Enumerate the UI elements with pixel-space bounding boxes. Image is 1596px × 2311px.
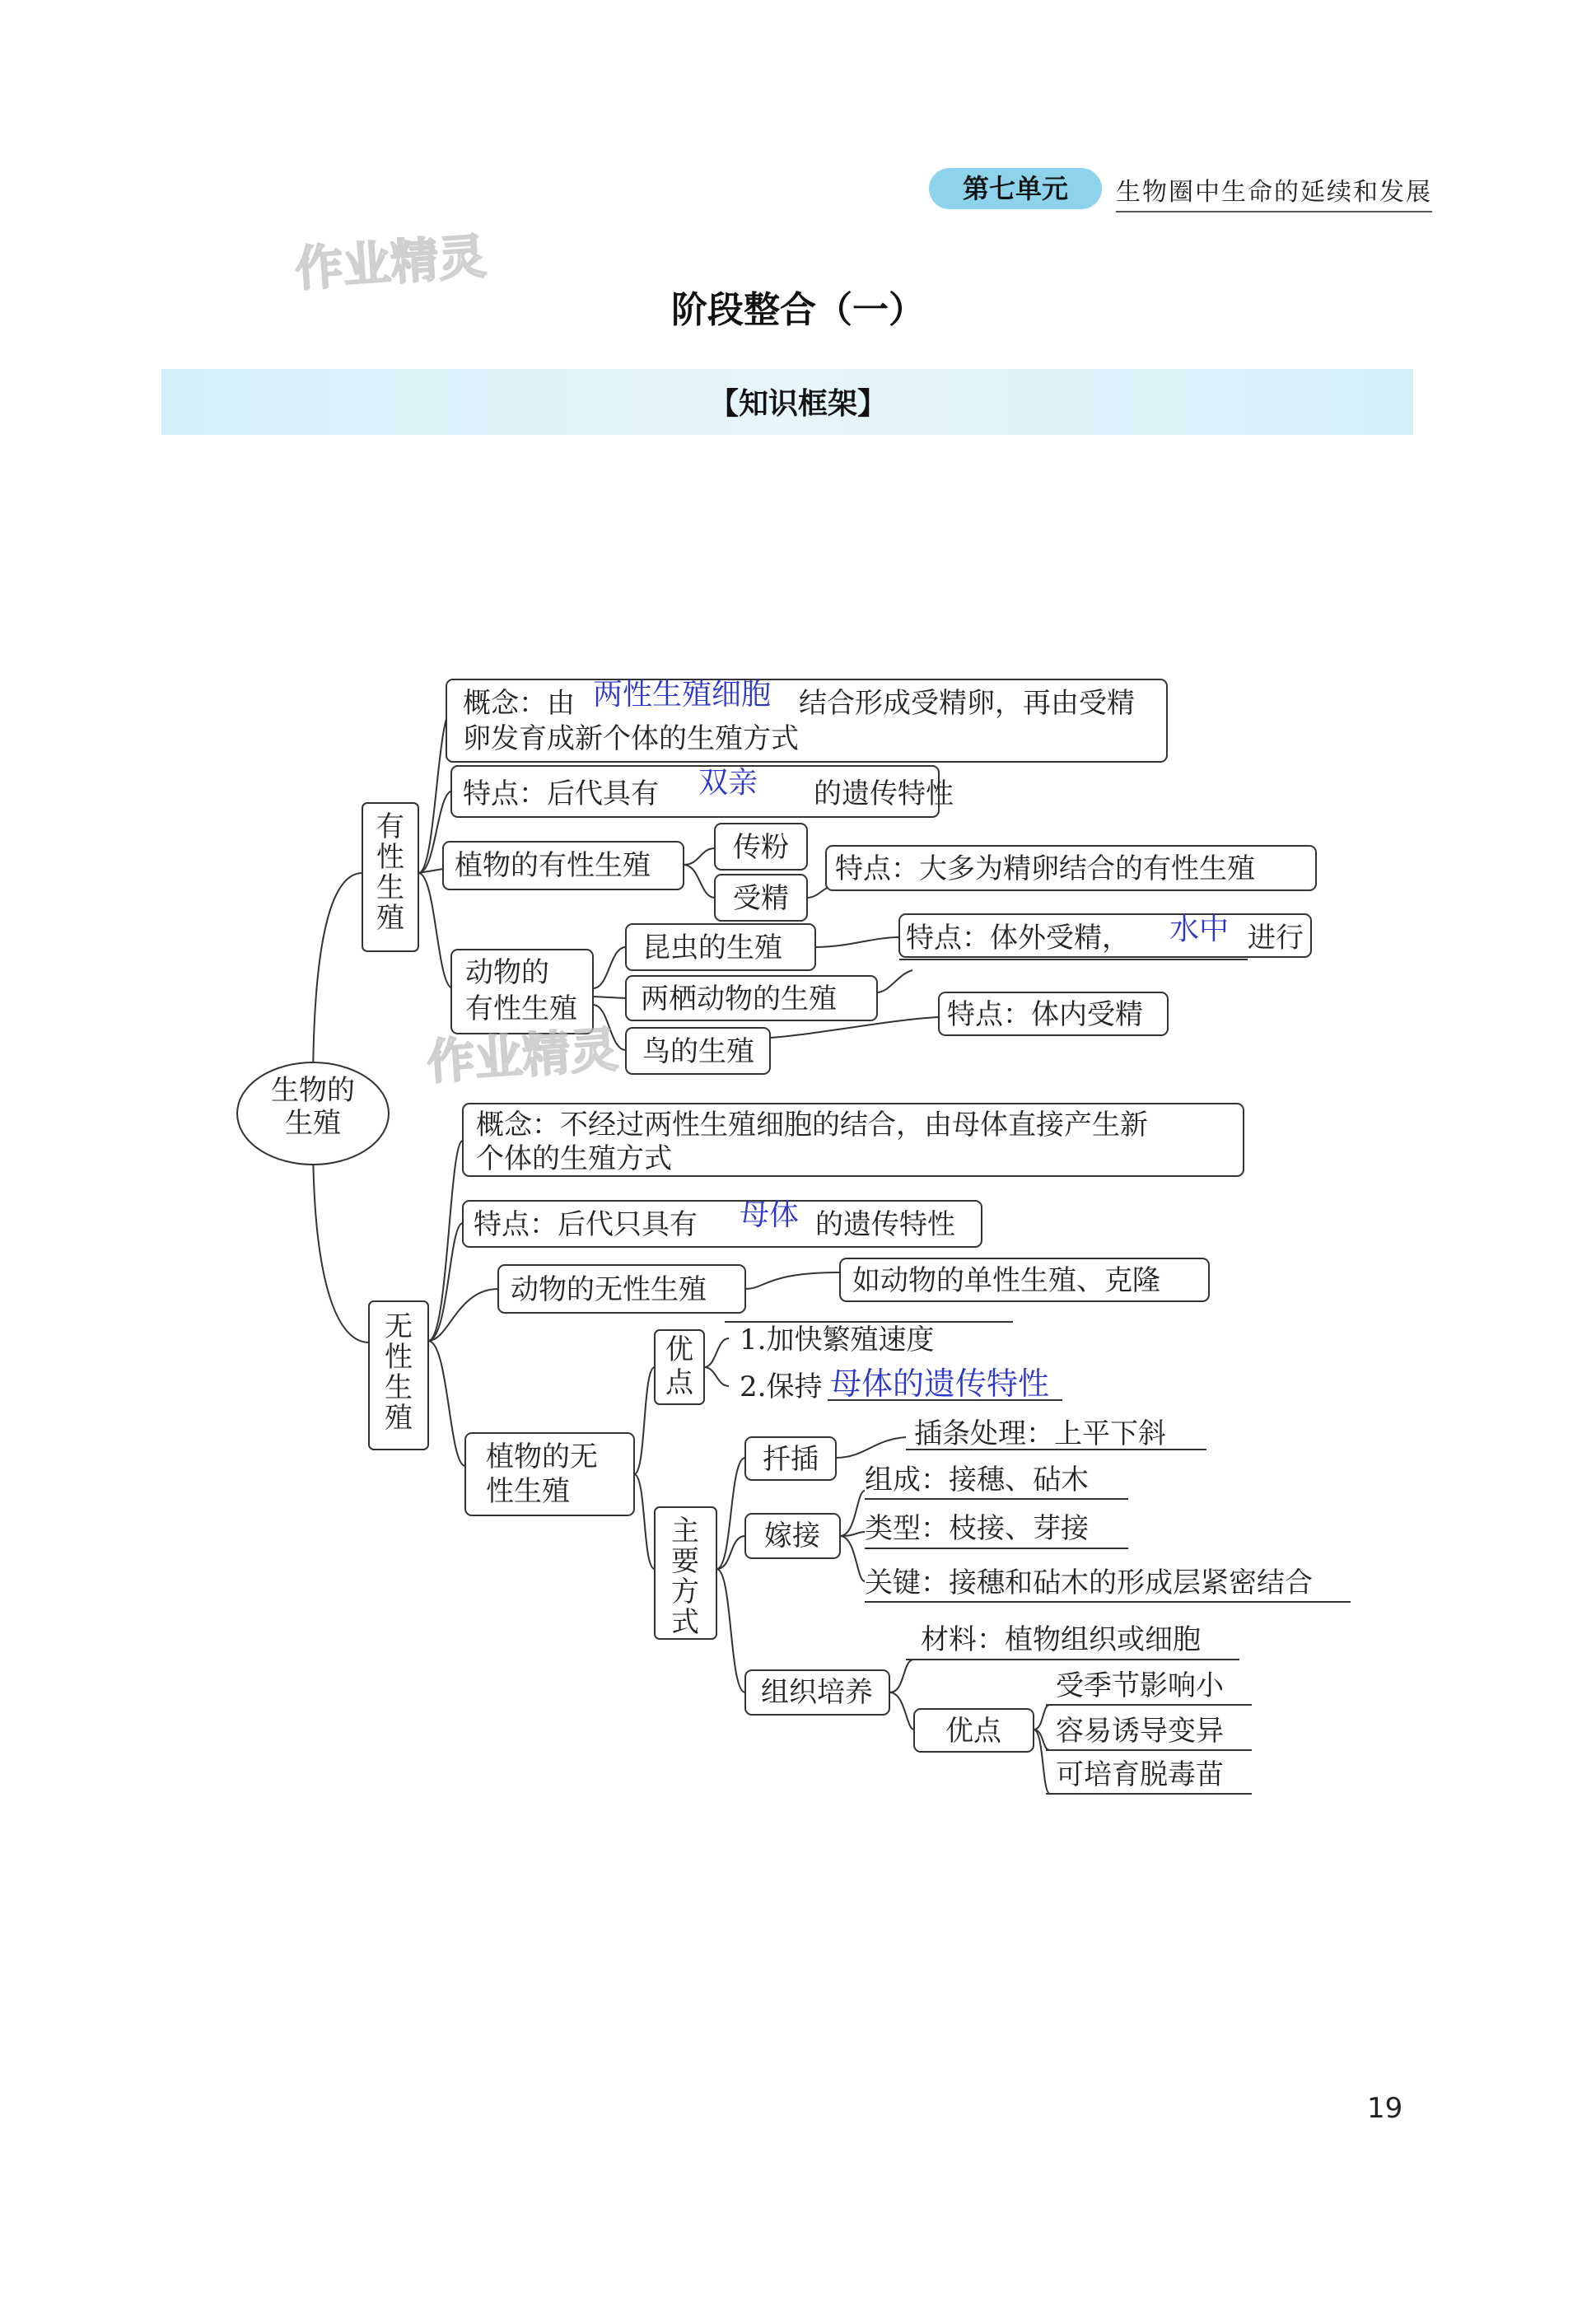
fertilization-label: 受精 — [733, 882, 789, 915]
main-methods-label-3: 方 — [671, 1576, 699, 1608]
page-number: 19 — [1367, 2092, 1403, 2125]
connector-root-sexual — [313, 873, 362, 1091]
unit-title: 生物圈中生命的延续和发展 — [1116, 171, 1432, 212]
animal-sexual-label-2: 有性生殖 — [465, 992, 577, 1025]
sexual-concept-line2: 卵发育成新个体的生殖方式 — [463, 722, 799, 755]
cutting-note: 插条处理：上平下斜 — [914, 1417, 1166, 1450]
tissue-advantage-3: 可培育脱毒苗 — [1056, 1758, 1224, 1791]
animal-asexual-label: 动物的无性生殖 — [511, 1273, 707, 1306]
animal-asexual-note: 如动物的单性生殖、克隆 — [852, 1264, 1160, 1297]
grafting-note-2: 类型：枝接、芽接 — [865, 1512, 1089, 1545]
answer-water: 水中 — [1169, 913, 1230, 946]
plant-asexual-label-2: 性生殖 — [486, 1475, 570, 1508]
watermark-middle: 作业精灵 — [425, 1020, 620, 1090]
asexual-label-2: 性 — [385, 1341, 413, 1374]
grafting-note-3: 关键：接穗和砧木的形成层紧密结合 — [865, 1566, 1313, 1599]
advantages-label-2: 点 — [665, 1366, 693, 1399]
grafting-note-1: 组成：接穗、砧木 — [865, 1464, 1089, 1496]
pollination-label: 传粉 — [733, 831, 789, 864]
bird-label: 鸟的生殖 — [642, 1035, 754, 1068]
watermark-top: 作业精灵 — [293, 227, 488, 297]
grafting-label: 嫁接 — [764, 1520, 820, 1552]
sexual-label-1: 有 — [376, 810, 404, 843]
answer-parent-traits: 母体的遗传特性 — [830, 1366, 1050, 1402]
sexual-label-4: 殖 — [376, 902, 404, 935]
amphibian-note-suffix: 进行 — [1248, 922, 1304, 955]
bird-note: 特点：体内受精 — [947, 998, 1143, 1031]
main-methods-label-1: 主 — [671, 1515, 699, 1548]
tissue-advantage-1: 受季节影响小 — [1056, 1669, 1224, 1702]
asexual-concept-line1: 概念：不经过两性生殖细胞的结合，由母体直接产生新 — [476, 1109, 1148, 1141]
page-title: 阶段整合（一） — [671, 289, 925, 331]
sexual-feature-prefix: 特点：后代具有 — [463, 777, 659, 810]
asexual-feature-suffix: 的遗传特性 — [815, 1208, 955, 1241]
plant-sexual-note: 特点：大多为精卵结合的有性生殖 — [835, 852, 1255, 885]
tissue-culture-label: 组织培养 — [761, 1676, 873, 1709]
root-label-2: 生殖 — [285, 1107, 341, 1140]
insect-label: 昆虫的生殖 — [642, 931, 782, 964]
asexual-label-3: 生 — [385, 1371, 413, 1404]
answer-parent: 母体 — [740, 1198, 800, 1232]
amphibian-note-prefix: 特点：体外受精， — [906, 922, 1130, 955]
answer-gametes: 两性生殖细胞 — [593, 678, 772, 712]
root-label-1: 生物的 — [271, 1074, 355, 1107]
sexual-label-3: 生 — [376, 871, 404, 904]
plant-sexual-label: 植物的有性生殖 — [455, 849, 651, 882]
animal-sexual-label-1: 动物的 — [465, 956, 549, 989]
answer-both-parents: 双亲 — [698, 766, 758, 800]
main-methods-label-4: 式 — [671, 1606, 699, 1639]
sexual-concept-suffix: 结合形成受精卵，再由受精 — [799, 687, 1135, 720]
sexual-feature-suffix: 的遗传特性 — [814, 777, 954, 810]
sexual-concept-prefix: 概念：由 — [463, 687, 575, 720]
tissue-culture-material: 材料：植物组织或细胞 — [921, 1623, 1201, 1656]
advantage-item-2-prefix: 2.保持 — [740, 1370, 823, 1403]
section-title: 【知识框架】 — [708, 387, 887, 421]
advantages-label-1: 优 — [665, 1333, 693, 1366]
cutting-label: 扦插 — [763, 1443, 819, 1476]
tissue-advantage-2: 容易诱导变异 — [1056, 1715, 1224, 1748]
sexual-label-2: 性 — [376, 841, 404, 874]
asexual-concept-line2: 个体的生殖方式 — [476, 1142, 672, 1175]
asexual-label-1: 无 — [385, 1310, 413, 1343]
advantage-item-1: 1.加快繁殖速度 — [740, 1324, 935, 1356]
unit-badge: 第七单元 — [929, 168, 1102, 209]
connector-root-asexual — [313, 1137, 369, 1342]
tissue-advantages-label: 优点 — [945, 1715, 1001, 1748]
asexual-feature-prefix: 特点：后代只具有 — [474, 1208, 698, 1241]
plant-asexual-label-1: 植物的无 — [486, 1440, 598, 1473]
amphibian-label: 两栖动物的生殖 — [641, 983, 837, 1015]
asexual-label-4: 殖 — [385, 1402, 413, 1435]
main-methods-label-2: 要 — [671, 1545, 699, 1578]
